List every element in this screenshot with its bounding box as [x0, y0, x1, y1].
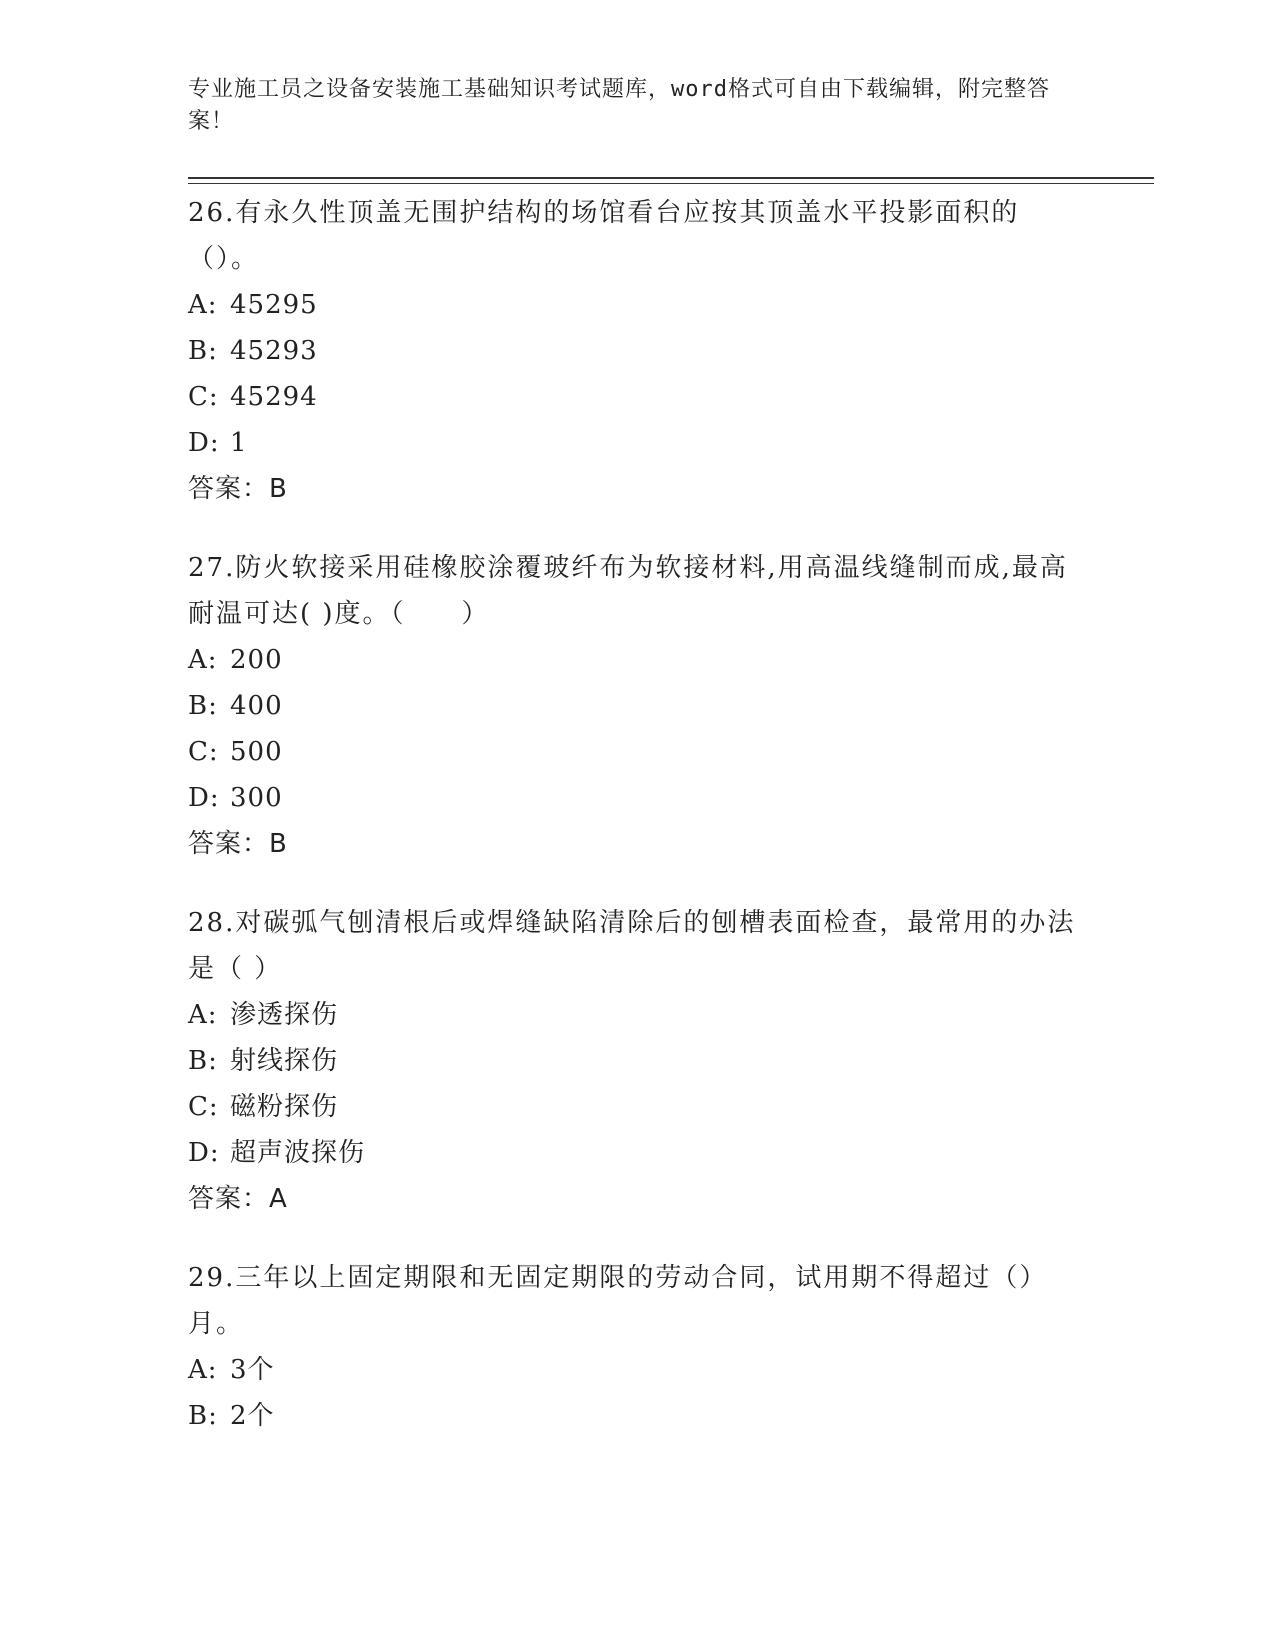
option-key: B:	[188, 1046, 218, 1076]
option-key: A:	[188, 1000, 218, 1030]
option-text: 200	[230, 645, 283, 675]
option-text: 400	[230, 691, 283, 721]
option-key: A:	[188, 645, 218, 675]
answer: 答案：B	[188, 474, 288, 504]
answer: 答案：B	[188, 829, 288, 859]
option-text: 45295	[230, 290, 318, 320]
option-b	[188, 1393, 1088, 1439]
option-b	[188, 1038, 1088, 1084]
option-d	[188, 775, 1088, 821]
option-key: D:	[188, 428, 220, 458]
option-text: 45294	[230, 382, 318, 412]
option-key: C:	[188, 737, 219, 767]
option-text: 300	[230, 783, 283, 813]
header-divider-thin	[188, 183, 1154, 184]
question-29	[188, 1255, 1088, 1439]
option-text: 射线探伤	[230, 1046, 339, 1076]
question-stem: 28.对碳弧气刨清根后或焊缝缺陷清除后的刨槽表面检查，最常用的办法是（ ）	[188, 908, 1076, 984]
option-a	[188, 1347, 1088, 1393]
option-key: A:	[188, 290, 218, 320]
answer: 答案：A	[188, 1184, 288, 1214]
option-key: B:	[188, 1401, 218, 1431]
option-text: 1	[230, 428, 248, 458]
question-27	[188, 545, 1088, 867]
option-a	[188, 282, 1088, 328]
option-text: 500	[230, 737, 283, 767]
question-28	[188, 900, 1088, 1222]
option-key: C:	[188, 1092, 219, 1122]
document-header: 专业施工员之设备安装施工基础知识考试题库，word格式可自由下载编辑，附完整答案！	[188, 77, 1050, 134]
option-key: C:	[188, 382, 219, 412]
option-d	[188, 1130, 1088, 1176]
option-key: B:	[188, 691, 218, 721]
option-text: 2个	[230, 1401, 275, 1431]
option-key: D:	[188, 1138, 220, 1168]
option-c	[188, 729, 1088, 775]
option-text: 3个	[230, 1355, 275, 1385]
option-text: 渗透探伤	[230, 1000, 339, 1030]
option-d	[188, 420, 1088, 466]
option-b	[188, 328, 1088, 374]
header-divider-thick	[188, 177, 1154, 179]
option-text: 超声波探伤	[230, 1138, 366, 1168]
option-c	[188, 1084, 1088, 1130]
option-key: D:	[188, 783, 220, 813]
option-a	[188, 637, 1088, 683]
question-stem: 29.三年以上固定期限和无固定期限的劳动合同，试用期不得超过（）月。	[188, 1263, 1048, 1339]
option-text: 磁粉探伤	[230, 1092, 339, 1122]
question-26	[188, 190, 1088, 512]
question-stem: 26.有永久性顶盖无围护结构的场馆看台应按其顶盖水平投影面积的（）。	[188, 198, 1020, 274]
option-a	[188, 992, 1088, 1038]
option-key: A:	[188, 1355, 218, 1385]
option-key: B:	[188, 336, 218, 366]
option-c	[188, 374, 1088, 420]
question-stem: 27.防火软接采用硅橡胶涂覆玻纤布为软接材料,用高温线缝制而成,最高耐温可达( )度。（ ）	[188, 553, 1068, 629]
option-b	[188, 683, 1088, 729]
option-text: 45293	[230, 336, 318, 366]
